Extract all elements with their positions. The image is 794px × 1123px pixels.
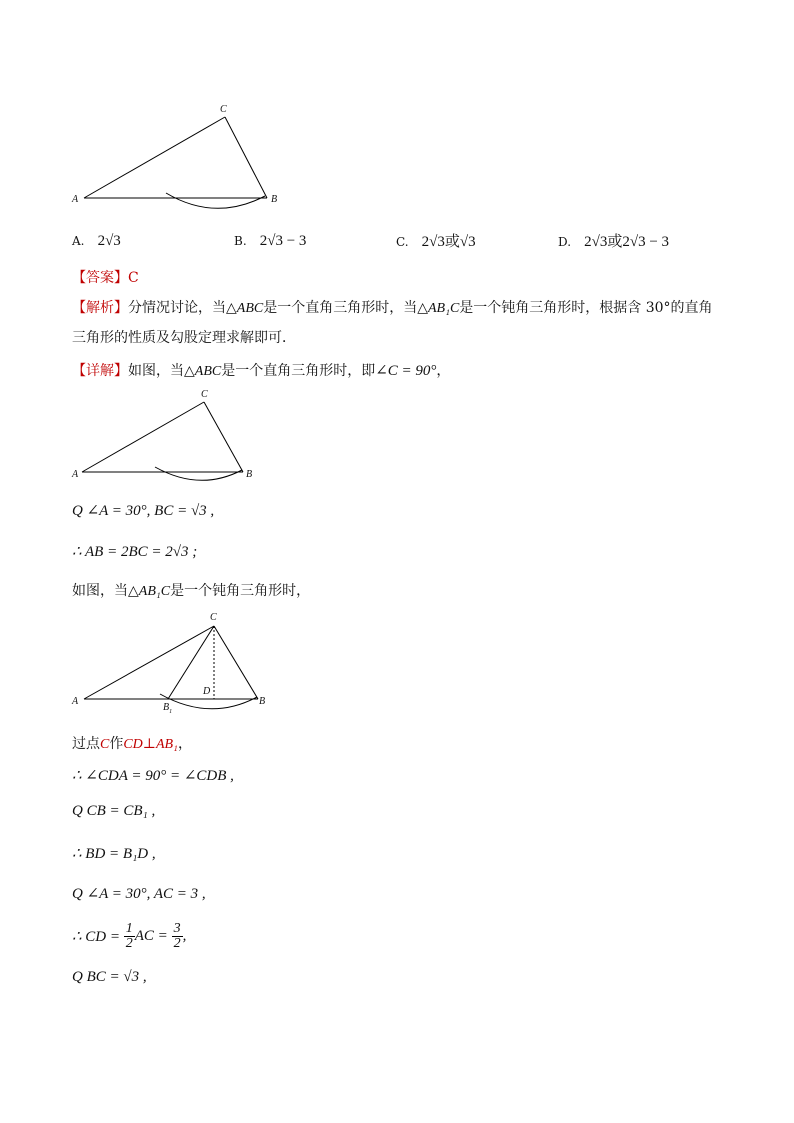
vertex-label-c: C (220, 104, 227, 115)
angle-c-equation: ∠C = 90° (375, 363, 437, 379)
option-text: 2√3或2√3 − 3 (584, 234, 670, 250)
triangle-ab1c: △AB₁C (128, 584, 171, 599)
option-key: A. (72, 234, 85, 248)
vertex-label-b: B (259, 696, 266, 707)
analysis-text: 是一个钝角三角形时，根据含 30°的直角 (459, 300, 713, 316)
triangle-ab1c: △AB₁C (417, 301, 460, 316)
fraction-three-halves (172, 922, 183, 951)
detail-label: 【详解】 (72, 363, 128, 379)
triangle-abc: △ABC (226, 301, 264, 316)
option-text: 2√3或√3 (421, 234, 476, 250)
vertex-label-d: D (203, 686, 211, 697)
construct-text: 作 (109, 736, 124, 752)
numerator: 3 (173, 921, 181, 936)
analysis-line-2: 三角形的性质及勾股定理求解即可． (72, 330, 296, 346)
triangle-abc: △ABC (184, 364, 222, 379)
vertex-label-a: A (72, 469, 79, 480)
perpendicular-statement: CD⊥AB₁ (123, 737, 178, 752)
vertex-label-b: B (246, 469, 253, 480)
analysis-text: 分情况讨论，当 (128, 300, 226, 316)
option-key: B. (234, 234, 247, 248)
vertex-label-b1: $B_1$ (163, 702, 173, 715)
step-line: Q ∠A = 30°, BC = √3 , (72, 503, 215, 519)
fraction-end: , (182, 928, 187, 944)
vertex-label-a: A (72, 696, 79, 707)
numerator: 1 (125, 921, 133, 936)
fraction-one-half (124, 922, 135, 951)
denominator: 2 (173, 936, 181, 951)
vertex-label-c: C (201, 389, 208, 400)
case-text: 如图，当 (72, 583, 128, 599)
step-line: ∴ BD = B₁D , (72, 846, 156, 862)
denominator: 2 (125, 936, 133, 951)
option-text: 2√3 − 3 (259, 233, 307, 249)
step-line: ∴ ∠CDA = 90° = ∠CDB , (72, 768, 234, 784)
vertex-label-c: C (210, 612, 217, 623)
analysis-text: 是一个直角三角形时，当 (263, 300, 418, 316)
step-line: Q CB = CB₁ , (72, 803, 156, 819)
detail-text: 如图，当 (128, 363, 184, 379)
step-line: ∴ AB = 2BC = 2√3 ; (72, 544, 198, 560)
answer-label: 【答案】 (72, 270, 128, 286)
construct-text: ， (177, 736, 192, 752)
step-line: Q BC = √3 , (72, 969, 147, 985)
step-line: Q ∠A = 30°, AC = 3 , (72, 886, 206, 902)
point-c: C (100, 737, 110, 752)
construction-line (72, 734, 192, 755)
option-key: D. (558, 235, 572, 249)
cd-fraction-line (72, 922, 186, 951)
vertex-label-b: B (271, 194, 278, 205)
construct-text: 过点 (72, 736, 100, 752)
analysis-label: 【解析】 (72, 300, 128, 316)
detail-text: ， (436, 363, 451, 379)
answer-value: C (128, 270, 139, 286)
option-text: 2√3 (97, 233, 121, 249)
vertex-label-a: A (72, 194, 79, 205)
option-key: C. (396, 235, 409, 249)
case-text: 是一个钝角三角形时， (170, 583, 311, 599)
fraction-mid: AC = (134, 928, 172, 944)
fraction-prefix: ∴ CD = (72, 929, 124, 945)
detail-text: 是一个直角三角形时，即 (221, 363, 376, 379)
